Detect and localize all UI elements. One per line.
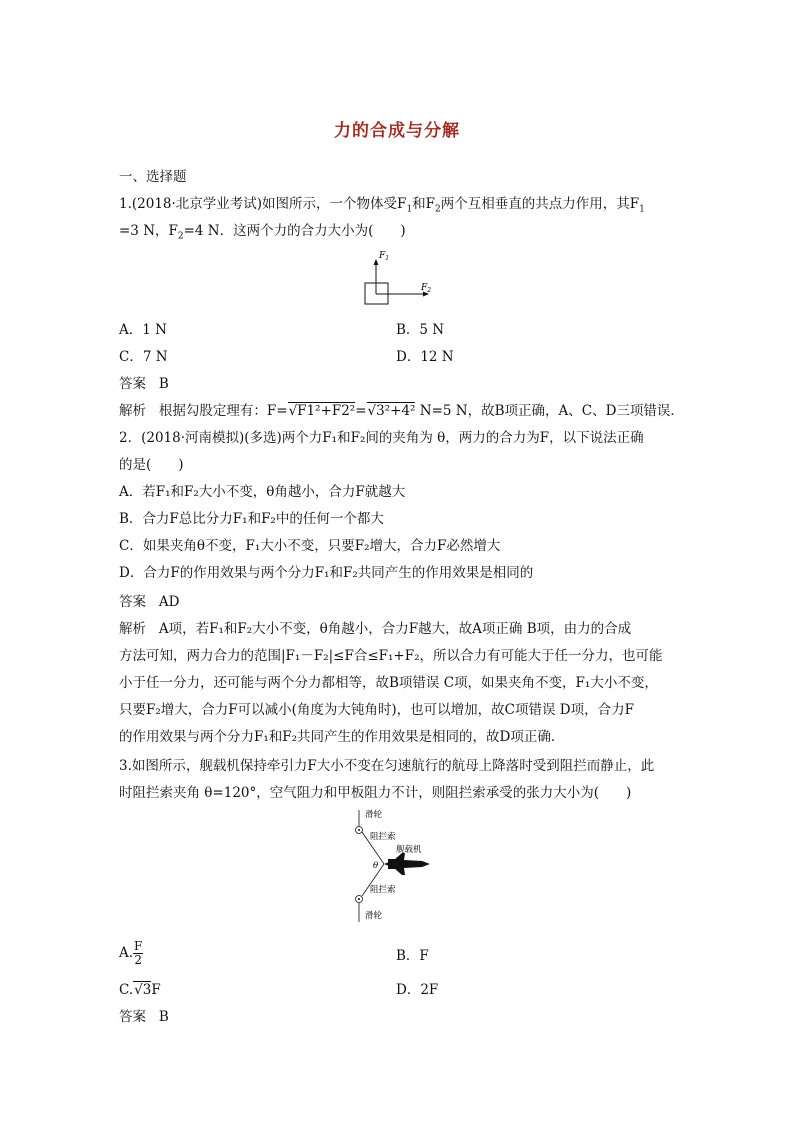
q2-analysis-line5: 的作用效果与两个分力F₁和F₂共同产生的作用效果是相同的，故D项正确． (119, 729, 565, 745)
q2-option-b: B．合力F总比分力F₁和F₂中的任何一个都大 (119, 511, 384, 527)
q2-stem-line2: 的是( ) (119, 457, 184, 473)
q1-force-diagram (355, 250, 445, 310)
label-cable-top: 阻拦索 (370, 832, 396, 842)
q2-option-d: D．合力F的作用效果与两个分力F₁和F₂共同产生的作用效果是相同的 (119, 565, 534, 581)
q2-stem-line1: 2．(2018·河南模拟)(多选)两个力F₁和F₂间的夹角为 θ，两力的合力为F，以下说法正确 (119, 430, 644, 446)
q2-analysis-line3: 小于任一分力，还可能与两个分力都相等，故B项错误 C项，如果夹角不变，F₁大小不变， (119, 675, 658, 691)
q3-stem-line2: 时阻拦索夹角 θ=120°，空气阻力和甲板阻力不计，则阻拦索承受的张力大小为( ) (119, 785, 632, 801)
q1-option-b: B．5 N (396, 322, 445, 338)
f1-arrowhead (374, 259, 379, 265)
label-cable-bottom: 阻拦索 (370, 885, 396, 895)
q2-analysis-line4: 只要F₂增大，合力F可以减小(角度为大钝角时)，也可以增加，故C项错误 D项，合力F (119, 702, 634, 718)
f2-label: $F_2$ (421, 283, 432, 294)
q3-arresting-cable-diagram (350, 808, 440, 926)
label-plane: 舰载机 (396, 845, 422, 855)
q2-option-a: A．若F₁和F₂大小不变，θ角越小，合力F就越大 (119, 484, 406, 500)
q1-stem-line2: =3 N，$F_2=4$ N．这两个力的合力大小为( ) (119, 223, 406, 242)
q3-stem-line1: 3.如图所示，舰载机保持牵引力F大小不变在匀速航行的航母上降落时受到阻拦而静止，此 (119, 758, 655, 774)
plane-icon (384, 853, 430, 875)
sqrt-expression-1: √F1²+F2² (288, 403, 356, 419)
q2-analysis-line2: 方法可知，两力合力的范围|F₁－F₂|≤F合≤F₁+F₂，所以合力有可能大于任一分力，也可能 (119, 648, 663, 664)
q1-analysis: 解析 根据勾股定理有：F=√F1²+F2²=√3²+4² N=5 N，故B项正确，A、C、D三项错误． (119, 403, 684, 419)
sqrt-expression-2: √3²+4² (367, 403, 416, 419)
q1-answer: 答案 B (119, 376, 169, 392)
q1-option-d: D．12 N (396, 349, 454, 365)
label-pulley-top: 滑轮 (365, 810, 383, 820)
q1-option-c: C．7 N (119, 349, 168, 365)
q1-stem-line1: 1.(2018·北京学业考试)如图所示，一个物体受$F_1$和$F_2$两个互相垂直的共点力作用，其$F_1$ (119, 196, 645, 215)
q2-answer: 答案 AD (119, 594, 180, 610)
q3-option-b: B．F (396, 948, 429, 964)
label-pulley-bottom: 滑轮 (365, 911, 383, 921)
q3-option-c: C.√3F (119, 982, 161, 998)
label-theta: θ (373, 861, 379, 871)
fraction-f-over-2: $\frac{F}{2}$ (134, 939, 143, 967)
q3-option-a: A. $\frac{F}{2}$ (119, 939, 143, 967)
f1-label: $F_1$ (379, 251, 390, 262)
q1-option-a: A．1 N (119, 322, 167, 338)
q2-option-c: C．如果夹角θ不变，F₁大小不变，只要F₂增大，合力F必然增大 (119, 538, 501, 554)
q3-answer: 答案 B (119, 1009, 169, 1025)
q3-option-d: D．2F (396, 982, 439, 998)
section-heading: 一、选择题 (119, 169, 187, 185)
page-title: 力的合成与分解 (334, 121, 460, 141)
q2-analysis-line1: 解析 A项，若F₁和F₂大小不变，θ角越小，合力F越大，故A项正确 B项，由力的合成 (119, 621, 632, 637)
